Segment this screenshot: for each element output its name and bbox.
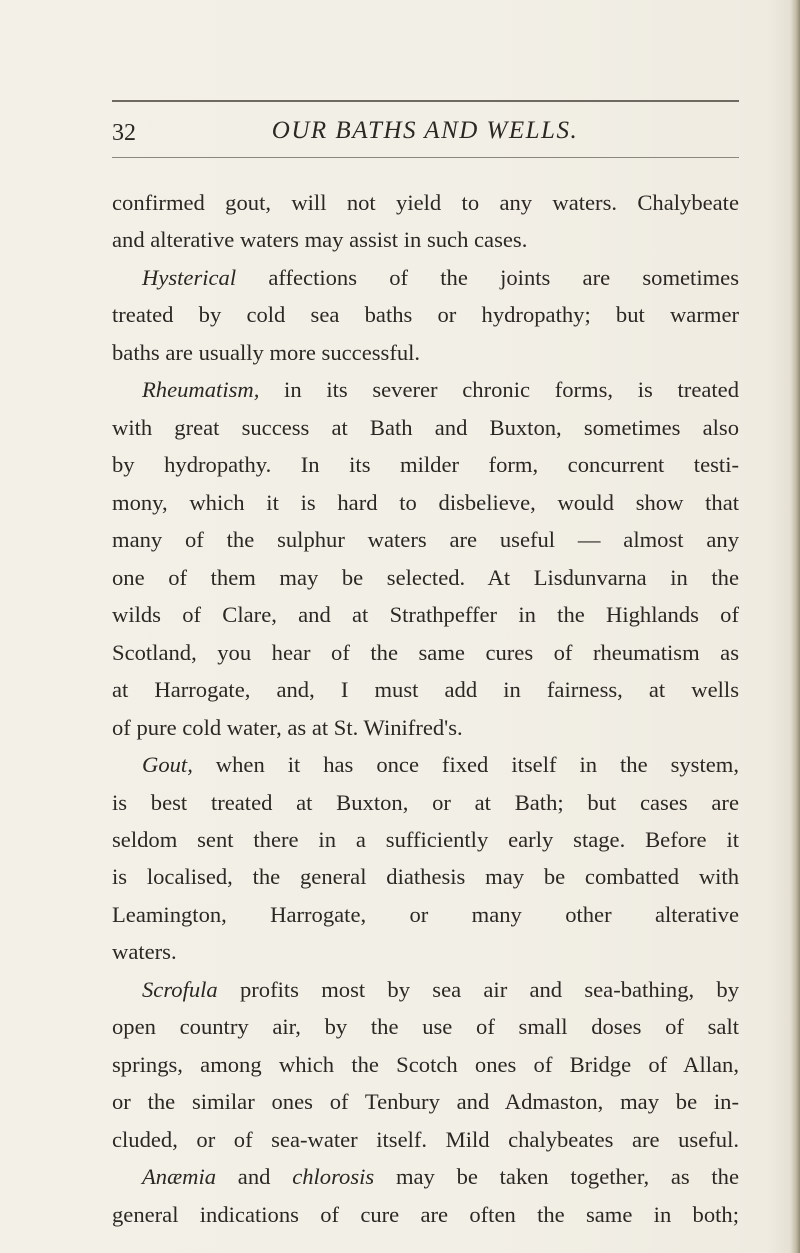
running-head: OUR BATHS AND WELLS. — [271, 117, 579, 144]
text-line — [112, 1196, 739, 1233]
text-line — [112, 933, 739, 970]
text-line — [112, 259, 739, 296]
text-span: profits most by sea air and sea-bathing, by — [217, 976, 739, 1002]
page-number: 32 — [112, 120, 136, 146]
text-line — [112, 746, 739, 783]
text-line — [112, 296, 739, 333]
text-line — [112, 821, 739, 858]
text-line — [112, 784, 739, 821]
text-line — [112, 1008, 739, 1045]
text-span: and alterative waters may assist in such cases. — [112, 227, 528, 253]
text-span: and — [216, 1164, 293, 1190]
text-line — [112, 709, 739, 746]
text-span: open country air, by the use of small doses of salt — [112, 1014, 739, 1040]
text-span: may be taken together, as the — [374, 1164, 740, 1190]
text-line — [112, 1046, 739, 1083]
text-span: one of them may be selected. At Lisdunvarna in the — [112, 564, 739, 590]
text-line — [112, 971, 739, 1008]
page-edge-shadow — [790, 0, 800, 1253]
text-span: Leamington, Harrogate, or many other alterative — [112, 901, 739, 927]
text-span: or the similar ones of Tenbury and Admaston, may be in- — [112, 1089, 739, 1115]
text-line — [112, 334, 739, 371]
text-span: of pure cold water, as at St. Winifred's. — [112, 714, 463, 740]
text-span: springs, among which the Scotch ones of Bridge of Allan, — [112, 1051, 739, 1077]
italic-term: Rheumatism, — [142, 377, 260, 403]
text-span: affections of the joints are sometimes — [236, 264, 739, 290]
text-span: when it has once fixed itself in the system, — [192, 752, 739, 778]
text-span: by hydropathy. In its milder form, concurrent testi- — [112, 452, 739, 478]
text-line — [112, 484, 739, 521]
text-line — [112, 221, 739, 258]
text-line — [112, 1121, 739, 1158]
text-line — [112, 371, 739, 408]
body-text — [112, 184, 739, 1233]
header-rule-top — [112, 100, 739, 102]
text-span: cluded, or of sea-water itself. Mild chalybeates are useful. — [112, 1126, 739, 1152]
text-span: mony, which it is hard to disbelieve, would show that — [112, 489, 739, 515]
text-span: is best treated at Buxton, or at Bath; but cases are — [112, 789, 739, 815]
italic-term: Anæmia — [142, 1164, 217, 1190]
text-line — [112, 896, 739, 933]
text-span: many of the sulphur waters are useful — almost any — [112, 527, 739, 553]
text-span: general indications of cure are often the same in both; — [112, 1201, 739, 1227]
text-span: Scotland, you hear of the same cures of rheumatism as — [112, 639, 739, 665]
text-span: baths are usually more successful. — [112, 339, 421, 365]
text-line — [112, 521, 739, 558]
text-span: treated by cold sea baths or hydropathy; but warmer — [112, 302, 739, 328]
italic-term: chlorosis — [292, 1164, 375, 1190]
italic-term: Scrofula — [142, 976, 218, 1002]
text-line — [112, 596, 739, 633]
text-span: at Harrogate, and, I must add in fairness, at wells — [112, 677, 739, 703]
text-span: seldom sent there in a sufficiently early stage. Before it — [112, 826, 739, 852]
text-line — [112, 559, 739, 596]
text-span: with great success at Bath and Buxton, sometimes also — [112, 414, 739, 440]
text-span: in its severer chronic forms, is treated — [259, 377, 739, 403]
text-line — [112, 1083, 739, 1120]
text-line — [112, 671, 739, 708]
italic-term: Gout, — [142, 752, 193, 778]
text-line — [112, 446, 739, 483]
text-line — [112, 858, 739, 895]
text-span: waters. — [112, 939, 177, 965]
text-span: wilds of Clare, and at Strathpeffer in the Highlands of — [112, 602, 739, 628]
text-span: is localised, the general diathesis may be combatted with — [112, 864, 739, 890]
italic-term: Hysterical — [142, 264, 237, 290]
text-line — [112, 184, 739, 221]
text-span: confirmed gout, will not yield to any waters. Chalybeate — [112, 190, 739, 215]
header-rule-bottom — [112, 157, 739, 158]
text-line — [112, 1158, 739, 1195]
text-line — [112, 634, 739, 671]
text-line — [112, 409, 739, 446]
